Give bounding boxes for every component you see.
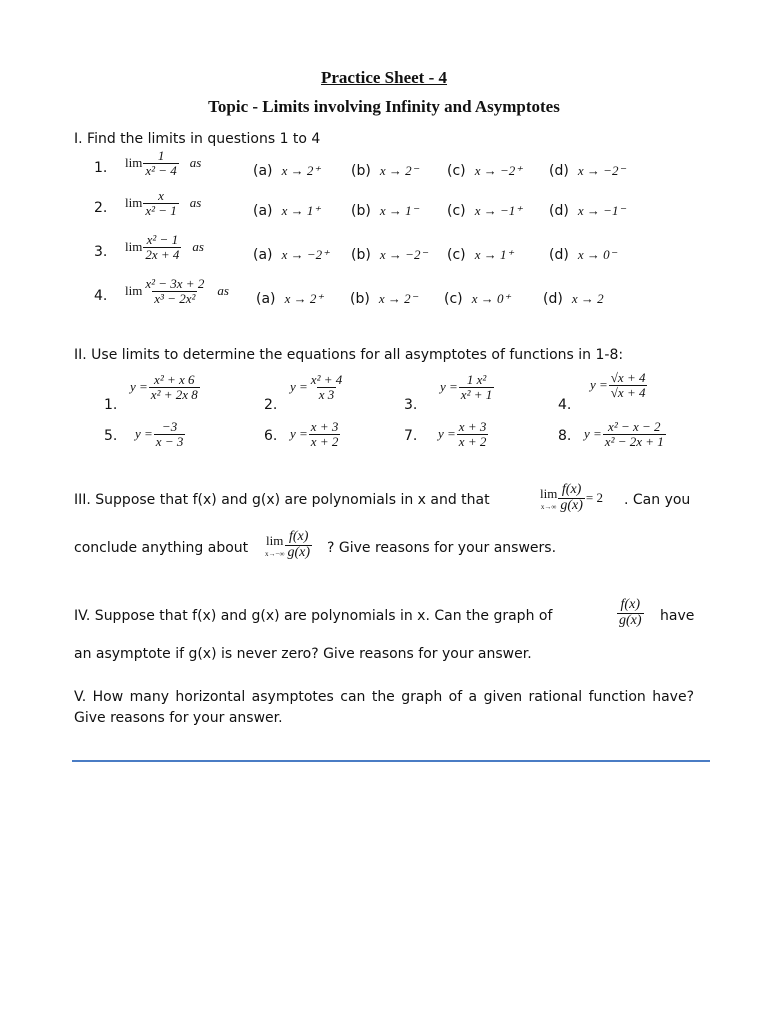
- part-label: (c): [444, 291, 463, 307]
- function-lhs: y =: [290, 379, 308, 395]
- part-c: [444, 288, 510, 307]
- numerator: x² − 1: [146, 232, 179, 247]
- section-3-line1: III. Suppose that f(x) and g(x) are polynomials in x and that: [74, 492, 490, 508]
- bottom-divider: [72, 760, 710, 762]
- function-number: 4.: [558, 397, 572, 413]
- fraction: [143, 277, 206, 305]
- as-text: as: [192, 239, 204, 255]
- fraction: [459, 373, 494, 401]
- numerator: x² − 3x + 2: [145, 276, 205, 291]
- approach-value: x → 2⁻: [378, 291, 418, 306]
- question-number: 1.: [94, 160, 108, 176]
- part-a: [253, 244, 329, 263]
- part-d: [549, 244, 617, 263]
- fraction: [149, 373, 200, 401]
- part-label: (b): [351, 163, 371, 179]
- part-label: (c): [447, 247, 466, 263]
- function-expression: [290, 373, 344, 401]
- part-label: (d): [549, 247, 569, 263]
- function-number: 3.: [404, 397, 418, 413]
- denominator: x 3: [318, 386, 335, 402]
- section-4-line1: IV. Suppose that f(x) and g(x) are polynomials in x. Can the graph of: [74, 608, 553, 624]
- lim-text: lim: [125, 239, 143, 255]
- denominator: x + 2: [458, 433, 487, 449]
- lim-text: lim: [125, 283, 143, 299]
- section-4-line2: an asymptote if g(x) is never zero? Give reasons for your answer.: [74, 646, 532, 662]
- function-number: 1.: [104, 397, 118, 413]
- approach-value: x → 1⁻: [379, 203, 419, 218]
- numerator: √x + 4: [610, 370, 646, 385]
- numerator: 1: [157, 148, 165, 163]
- numerator: −3: [161, 419, 178, 434]
- part-label: (d): [543, 291, 563, 307]
- function-expression: [135, 420, 185, 448]
- part-label: (a): [253, 163, 273, 179]
- part-b: [350, 288, 418, 307]
- function-lhs: y =: [440, 379, 458, 395]
- part-label: (b): [351, 247, 371, 263]
- limit-expression-1: lim x→∞ $\frac{f(x)}{g(x)}$ = 2: [540, 482, 603, 513]
- section-3-line2-end: ? Give reasons for your answers.: [327, 540, 557, 556]
- numerator: x: [158, 188, 164, 203]
- fraction: [143, 149, 178, 177]
- function-lhs: y =: [438, 426, 456, 442]
- approach-value: x → −2⁺: [281, 247, 330, 262]
- approach-value: x → 0⁺: [471, 291, 511, 306]
- approach-value: x → 2⁺: [284, 291, 324, 306]
- denominator: x² − 4: [145, 162, 177, 178]
- approach-value: x → −1⁻: [577, 203, 626, 218]
- topic-heading: Topic - Limits involving Infinity and Asymptotes: [208, 97, 560, 116]
- part-label: (a): [253, 247, 273, 263]
- part-b: [351, 160, 419, 179]
- fraction: [457, 420, 489, 448]
- part-a: [253, 160, 320, 179]
- section-2-heading: II. Use limits to determine the equations for all asymptotes of functions in 1-8:: [74, 347, 624, 363]
- limit-expression: [125, 149, 201, 177]
- approach-value: x → 0⁻: [577, 247, 617, 262]
- section-4-line1-end: have: [660, 608, 695, 624]
- function-number: 7.: [404, 428, 418, 444]
- approach-value: x → 1⁺: [281, 203, 321, 218]
- approach-value: x → −2⁻: [577, 163, 626, 178]
- fraction: [154, 420, 186, 448]
- approach-value: x → 2: [571, 291, 604, 306]
- numerator: 1 x²: [466, 372, 487, 387]
- limit-expression-2: lim x→−∞ $\frac{f(x)}{g(x)}$: [265, 529, 310, 560]
- part-label: (d): [549, 203, 569, 219]
- denominator: √x + 4: [610, 384, 646, 400]
- part-label: (b): [351, 203, 371, 219]
- limit-expression: [125, 277, 229, 305]
- part-label: (a): [256, 291, 276, 307]
- function-lhs: y =: [130, 379, 148, 395]
- part-b: [351, 200, 419, 219]
- fraction: [143, 233, 181, 261]
- denominator: x² − 2x + 1: [604, 433, 664, 449]
- as-text: as: [189, 195, 202, 211]
- part-a: [256, 288, 323, 307]
- denominator: x² − 1: [145, 202, 177, 218]
- denominator: x³ − 2x²: [154, 290, 196, 306]
- numerator: x² − x − 2: [608, 419, 661, 434]
- fraction: [309, 420, 341, 448]
- limit-expression: [125, 189, 201, 217]
- fraction: [603, 420, 666, 448]
- numerator: x² + 4: [310, 372, 343, 387]
- part-label: (b): [350, 291, 370, 307]
- question-number: 4.: [94, 288, 108, 304]
- function-expression: [590, 371, 647, 399]
- part-a: [253, 200, 320, 219]
- numerator: x + 3: [310, 419, 339, 434]
- approach-value: x → 2⁻: [379, 163, 419, 178]
- part-label: (c): [447, 163, 466, 179]
- approach-value: x → 2⁺: [281, 163, 321, 178]
- part-c: [447, 160, 522, 179]
- part-label: (a): [253, 203, 273, 219]
- fraction: [309, 373, 344, 401]
- denominator: 2x + 4: [145, 246, 180, 262]
- function-lhs: y =: [290, 426, 308, 442]
- part-c: [447, 200, 522, 219]
- function-lhs: y =: [584, 426, 602, 442]
- part-d: [549, 160, 625, 179]
- section-3-line2-start: conclude anything about: [74, 540, 249, 556]
- numerator: x² + x 6: [154, 372, 195, 387]
- question-number: 2.: [94, 200, 108, 216]
- part-d: [543, 288, 604, 307]
- section-5-text: V. How many horizontal asymptotes can the graph of a given rational function have? Give reasons for your answer.: [74, 689, 694, 726]
- section-3-line1-end: . Can you: [624, 492, 691, 508]
- fraction: [143, 189, 178, 217]
- as-text: as: [189, 155, 202, 171]
- lim-text: lim: [125, 155, 143, 171]
- function-number: 8.: [558, 428, 572, 444]
- approach-value: x → −2⁻: [379, 247, 428, 262]
- function-expression: [584, 420, 666, 448]
- question-number: 3.: [94, 244, 108, 260]
- function-number: 2.: [264, 397, 278, 413]
- function-number: 5.: [104, 428, 118, 444]
- part-label: (d): [549, 163, 569, 179]
- ratio-fx-gx: $\frac{f(x)}{g(x)}$: [619, 597, 642, 628]
- approach-value: x → −2⁺: [474, 163, 523, 178]
- lim-text: lim: [125, 195, 143, 211]
- approach-value: x → −1⁺: [474, 203, 523, 218]
- function-expression: [130, 373, 200, 401]
- denominator: x² + 2x 8: [150, 386, 198, 402]
- denominator: x + 2: [310, 433, 339, 449]
- approach-value: x → 1⁺: [474, 247, 514, 262]
- part-label: (c): [447, 203, 466, 219]
- part-d: [549, 200, 625, 219]
- limit-expression: [125, 233, 204, 261]
- function-expression: [290, 420, 340, 448]
- page-title: Practice Sheet - 4: [320, 68, 448, 87]
- numerator: x + 3: [458, 419, 487, 434]
- part-b: [351, 244, 427, 263]
- function-lhs: y =: [135, 426, 153, 442]
- function-number: 6.: [264, 428, 278, 444]
- fraction: [609, 371, 648, 399]
- part-c: [447, 244, 513, 263]
- as-text: as: [217, 283, 229, 299]
- section-1-heading: I. Find the limits in questions 1 to 4: [74, 131, 321, 147]
- function-expression: [440, 373, 494, 401]
- denominator: x² + 1: [460, 386, 493, 402]
- function-expression: [438, 420, 488, 448]
- denominator: x − 3: [155, 433, 184, 449]
- function-lhs: y =: [590, 377, 608, 393]
